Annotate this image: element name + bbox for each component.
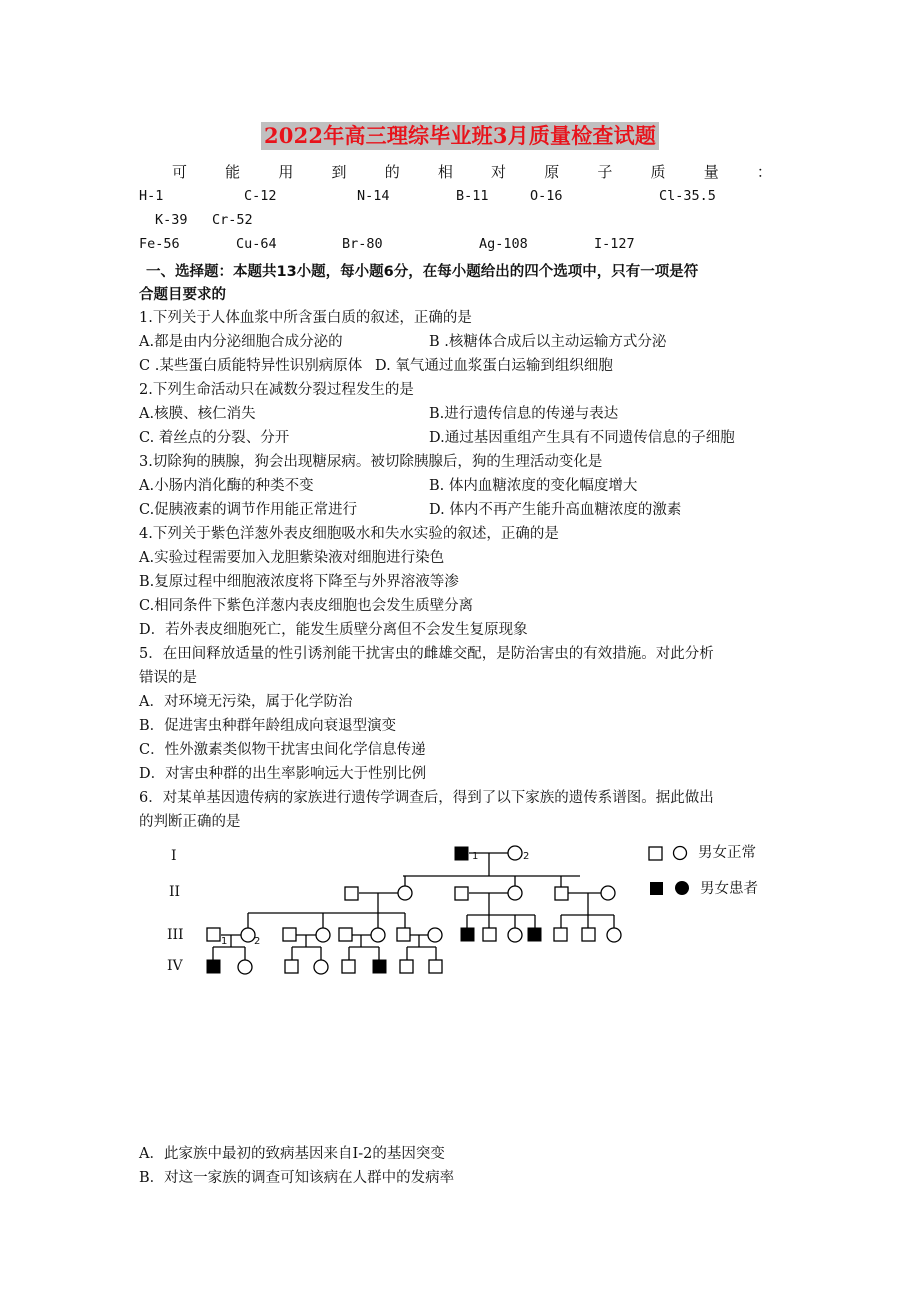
individual-III-male: [397, 928, 410, 941]
generation-label-I: I: [171, 848, 177, 864]
mass-I: I-127: [594, 236, 635, 252]
individual-number-III2: 2: [254, 936, 261, 947]
mass-O: O-16: [530, 188, 563, 204]
individual-IV-female: [238, 960, 252, 974]
intro-char: 能: [225, 163, 241, 181]
question-6-option-a: A．此家族中最初的致病基因来自I-2的基因突变: [139, 1146, 445, 1162]
intro-char: 可: [172, 163, 188, 181]
individual-II-female: [601, 886, 615, 900]
generation-label-III: III: [167, 927, 184, 943]
mass-Br: Br-80: [342, 236, 383, 252]
question-4-option-c: C.相同条件下紫色洋葱内表皮细胞也会发生质壁分离: [139, 598, 474, 614]
question-6-option-b: B．对这一家族的调查可知该病在人群中的发病率: [139, 1170, 455, 1186]
intro-char: 相: [437, 163, 453, 181]
individual-III-female: [316, 928, 330, 942]
question-3-stem: 3.切除狗的胰腺，狗会出现糖尿病。被切除胰腺后，狗的生理活动变化是: [139, 454, 603, 470]
intro-char: ：: [756, 163, 772, 181]
question-2-option-d: D.通过基因重组产生具有不同遗传信息的子细胞: [429, 430, 735, 446]
question-4-option-d: D．若外表皮细胞死亡，能发生质壁分离但不会发生复原现象: [139, 622, 528, 638]
individual-number-III1: 1: [221, 936, 228, 947]
question-1-option-b: B .核糖体合成后以主动运输方式分泌: [429, 334, 667, 350]
section-heading-cont: 合题目要求的: [139, 287, 226, 303]
mass-Cr: Cr-52: [212, 212, 253, 228]
individual-III-affected-male: [528, 928, 541, 941]
individual-IV-affected-male: [207, 960, 220, 973]
legend-normal-female-icon: [674, 847, 687, 860]
question-2-option-b: B.进行遗传信息的传递与表达: [429, 406, 619, 422]
page-title: 2022年高三理综毕业班3月质量检查试题: [261, 122, 659, 150]
question-3-option-d: D. 体内不再产生能升高血糖浓度的激素: [429, 502, 682, 518]
mass-N: N-14: [357, 188, 390, 204]
intro-char: 的: [384, 163, 400, 181]
individual-III-female: [508, 928, 522, 942]
individual-II-male: [555, 887, 568, 900]
individual-I2-normal-female: [508, 846, 522, 860]
mass-H: H-1: [139, 188, 164, 204]
question-6-stem: 6．对某单基因遗传病的家族进行遗传学调查后，得到了以下家族的遗传系谱图。据此做出: [139, 790, 714, 806]
intro-char: 到: [331, 163, 347, 181]
individual-III-female: [371, 928, 385, 942]
individual-IV-male: [342, 960, 355, 973]
mass-K: K-39: [155, 212, 188, 228]
question-1-option-a: A.都是由内分泌细胞合成分泌的: [139, 334, 343, 350]
individual-I1-affected-male: [455, 847, 468, 860]
individual-II-female: [398, 886, 412, 900]
question-5-option-d: D．对害虫种群的出生率影响远大于性别比例: [139, 766, 427, 782]
generation-label-IV: IV: [167, 958, 183, 974]
question-4-stem: 4.下列关于紫色洋葱外表皮细胞吸水和失水实验的叙述，正确的是: [139, 526, 559, 542]
mass-Ag: Ag-108: [479, 236, 528, 252]
mass-Fe: Fe-56: [139, 236, 180, 252]
section-heading: 一、选择题：本题共13小题，每小题6分，在每小题给出的四个选项中，只有一项是符: [146, 264, 699, 280]
individual-IV-male: [429, 960, 442, 973]
individual-number-I1: 1: [472, 851, 479, 862]
individual-IV-affected-male: [373, 960, 386, 973]
question-1-stem: 1.下列关于人体血浆中所含蛋白质的叙述，正确的是: [139, 310, 472, 326]
question-5-option-c: C．性外激素类似物干扰害虫间化学信息传递: [139, 742, 426, 758]
question-5-stem-cont: 错误的是: [139, 670, 197, 686]
individual-number-I2: 2: [523, 851, 530, 862]
intro-char: 用: [278, 163, 294, 181]
question-3-option-c: C.促胰液素的调节作用能正常进行: [139, 502, 358, 518]
question-2-option-c: C. 着丝点的分裂、分开: [139, 430, 290, 446]
intro-char: 对: [491, 163, 507, 181]
individual-IV-male: [285, 960, 298, 973]
individual-III-male: [483, 928, 496, 941]
individual-III-female: [607, 928, 621, 942]
individual-II-female: [508, 886, 522, 900]
individual-IV-male: [400, 960, 413, 973]
question-3-option-a: A.小肠内消化酶的种类不变: [139, 478, 314, 494]
legend-affected-label: 男女患者: [700, 881, 758, 897]
individual-III-male: [554, 928, 567, 941]
question-1-option-c: C .某些蛋白质能特异性识别病原体: [139, 358, 363, 374]
individual-III2-female: [241, 928, 255, 942]
mass-Cl: Cl-35.5: [659, 188, 716, 204]
individual-III-male: [582, 928, 595, 941]
individual-II-male: [455, 887, 468, 900]
intro-char: 原: [544, 163, 560, 181]
question-4-option-a: A.实验过程需要加入龙胆紫染液对细胞进行染色: [139, 550, 445, 566]
legend-affected-male-icon: [650, 882, 663, 895]
mass-Cu: Cu-64: [236, 236, 277, 252]
mass-C: C-12: [244, 188, 277, 204]
mass-B: B-11: [456, 188, 489, 204]
individual-III-male: [283, 928, 296, 941]
question-5-option-a: A．对环境无污染，属于化学防治: [139, 694, 353, 710]
question-1-option-d: D. 氧气通过血浆蛋白运输到组织细胞: [375, 358, 613, 374]
individual-III-affected-male: [461, 928, 474, 941]
legend-normal-male-icon: [649, 847, 662, 860]
question-5-option-b: B．促进害虫种群年龄组成向衰退型演变: [139, 718, 397, 734]
question-5-stem: 5．在田间释放适量的性引诱剂能干扰害虫的雌雄交配，是防治害虫的有效措施。对此分析: [139, 646, 714, 662]
individual-III-male: [339, 928, 352, 941]
generation-label-II: II: [169, 884, 181, 900]
individual-IV-female: [314, 960, 328, 974]
intro-char: 子: [597, 163, 613, 181]
intro-char: 量: [703, 163, 719, 181]
legend-affected-female-icon: [675, 881, 689, 895]
question-2-stem: 2.下列生命活动只在减数分裂过程发生的是: [139, 382, 414, 398]
intro-char: 质: [650, 163, 666, 181]
question-3-option-b: B. 体内血糖浓度的变化幅度增大: [429, 478, 638, 494]
individual-II-male: [345, 887, 358, 900]
individual-III-female: [428, 928, 442, 942]
legend-normal-label: 男女正常: [698, 845, 756, 861]
question-4-option-b: B.复原过程中细胞液浓度将下降至与外界溶液等渗: [139, 574, 459, 590]
question-6-stem-cont: 的判断正确的是: [139, 814, 241, 830]
question-2-option-a: A.核膜、核仁消失: [139, 406, 256, 422]
individual-III1-male: [207, 928, 220, 941]
